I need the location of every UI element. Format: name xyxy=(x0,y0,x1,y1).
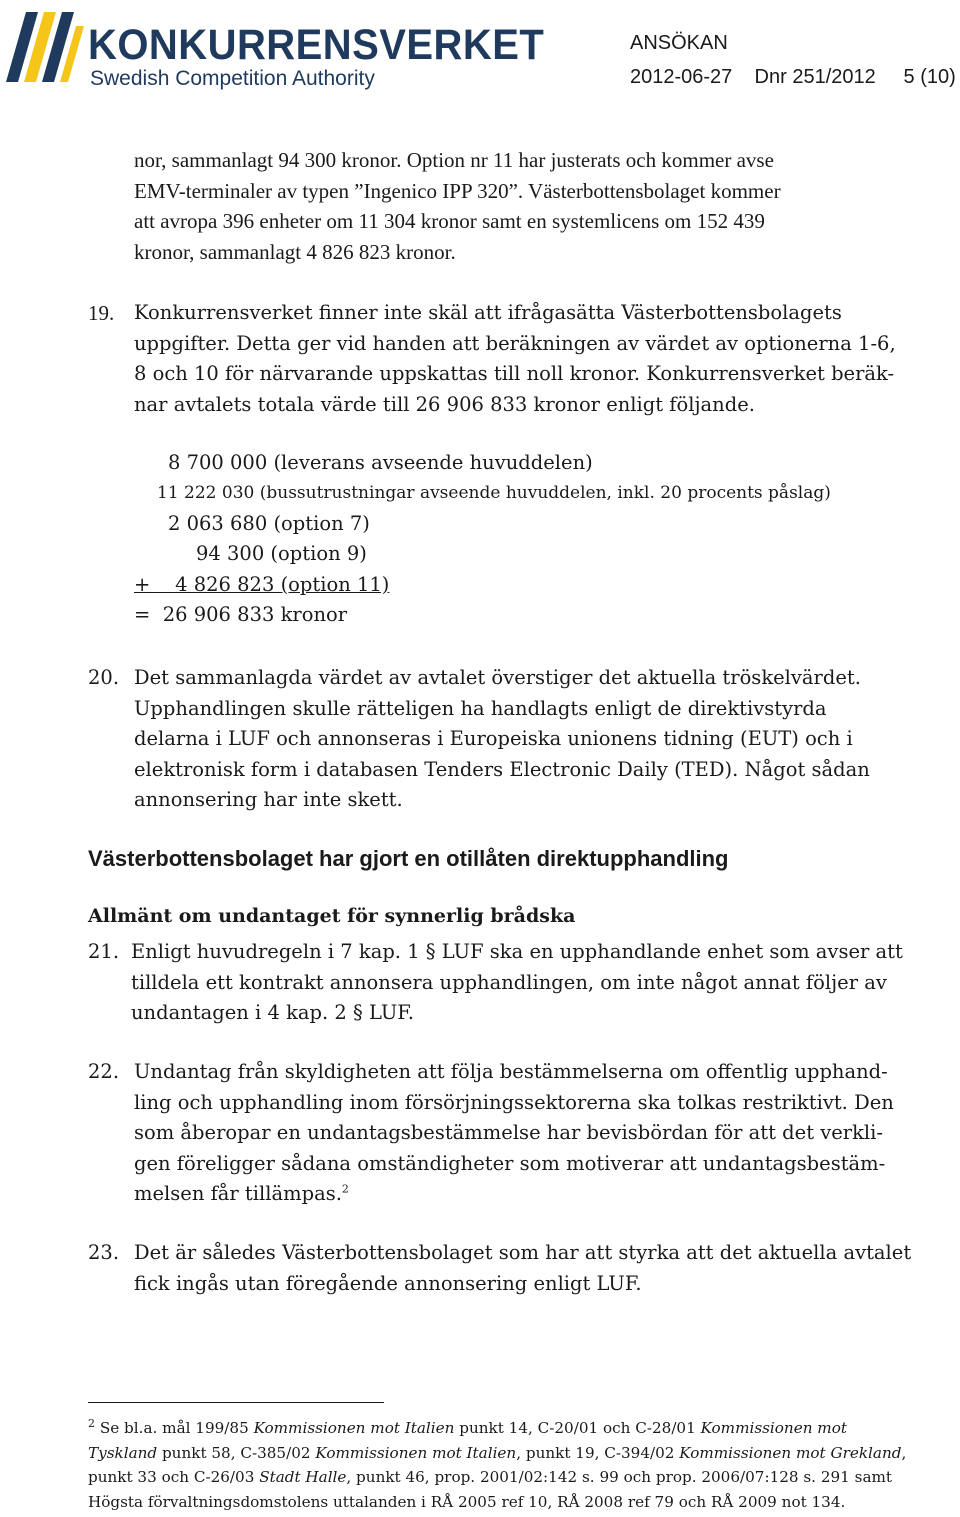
paragraph-23 xyxy=(134,1238,924,1299)
document-meta xyxy=(630,66,956,89)
case-name: Stadt Halle xyxy=(259,1468,347,1486)
paragraph-21-number: 21. xyxy=(88,940,120,963)
footnote-text: , punkt 19, C-394/02 xyxy=(516,1443,680,1462)
footnote-text: punkt 33 och C-26/03 xyxy=(88,1468,260,1486)
paragraph-line-text: melsen får tillämpas. xyxy=(134,1182,342,1206)
calc-line-1: 8 700 000 (leverans avseende huvuddelen) xyxy=(168,451,593,474)
section-heading: Västerbottensbolaget har gjort en otillåten direktupphandling xyxy=(88,846,729,871)
paragraph-line xyxy=(134,1179,924,1210)
paragraph-20 xyxy=(134,663,924,816)
footnote xyxy=(88,1416,918,1514)
paragraph-19 xyxy=(134,298,924,420)
footnote-reference: 2 xyxy=(341,1182,349,1196)
case-name: Kommissionen mot Italien xyxy=(253,1419,455,1437)
case-name: Kommissionen mot xyxy=(700,1419,847,1437)
calc-line-2: 11 222 030 (bussutrustningar avseende huvuddelen, inkl. 20 procents påslag) xyxy=(157,483,831,503)
footnote-line xyxy=(88,1441,918,1466)
footnote-text: punkt 14, C-20/01 och C-28/01 xyxy=(454,1419,701,1437)
paragraph-line: uppgifter. Detta ger vid handen att beräkningen av värdet av optionerna 1-6, xyxy=(134,331,896,355)
footnote-text: , xyxy=(901,1443,907,1462)
calc-line-3: 2 063 680 (option 7) xyxy=(168,512,370,535)
logo-subtitle: Swedish Competition Authority xyxy=(90,67,375,90)
footnote-text: , punkt 46, prop. 2001/02:142 s. 99 och prop. 2006/07:128 s. 291 samt xyxy=(346,1468,892,1486)
case-name: Kommissionen mot Italien xyxy=(315,1443,517,1462)
paragraph-line: Konkurrensverket finner inte skäl att ifrågasätta Västerbottensbolagets xyxy=(134,301,842,324)
paragraph-line: elektronisk form i databasen Tenders Electronic Daily (TED). Något sådan xyxy=(134,757,870,781)
paragraph-line: Enligt huvudregeln i 7 kap. 1 § LUF ska en upphandlande enhet som avser att xyxy=(131,940,903,963)
calc-line-4: 94 300 (option 9) xyxy=(196,542,367,565)
footnote-divider xyxy=(88,1402,384,1403)
paragraph-21 xyxy=(131,937,921,1029)
paragraph-line: Undantag från skyldigheten att följa bestämmelserna om offentlig upphand- xyxy=(134,1060,888,1083)
document-dnr: Dnr 251/2012 xyxy=(754,66,876,88)
case-name: Kommissionen mot Grekland xyxy=(679,1443,902,1462)
intro-paragraph xyxy=(134,145,924,267)
paragraph-line: annonsering har inte skett. xyxy=(134,788,403,812)
paragraph-line: fick ingås utan föregående annonsering enligt LUF. xyxy=(134,1271,642,1295)
case-name: Tyskland xyxy=(88,1443,158,1462)
logo xyxy=(4,4,545,94)
intro-line: att avropa 396 enheter om 11 304 kronor samt en systemlicens om 152 439 xyxy=(134,209,765,234)
intro-line: nor, sammanlagt 94 300 kronor. Option nr 11 har justerats och kommer avse xyxy=(134,148,774,172)
page-number: 5 (10) xyxy=(903,66,956,88)
paragraph-line: 8 och 10 för närvarande uppskattas till noll kronor. Konkurrensverket beräk- xyxy=(134,362,895,386)
intro-line: EMV-terminaler av typen ”Ingenico IPP 320”. Västerbottensbolaget kommer xyxy=(134,178,781,203)
logo-mark-icon xyxy=(4,4,88,94)
paragraph-line: nar avtalets totala värde till 26 906 833 kronor enligt följande. xyxy=(134,392,755,416)
paragraph-line: gen föreligger sådana omständigheter som motiverar att undantagsbestäm- xyxy=(134,1151,886,1175)
paragraph-line: Upphandlingen skulle rätteligen ha handlagts enligt de direktivstyrda xyxy=(134,696,827,720)
footnote-text: punkt 58, C-385/02 xyxy=(157,1443,316,1462)
paragraph-line: som åberopar en undantagsbestämmelse har bevisbördan för att det verkli- xyxy=(134,1121,883,1145)
paragraph-22-number: 22. xyxy=(88,1060,120,1083)
paragraph-line: ling och upphandling inom försörjningssektorerna ska tolkas restriktivt. Den xyxy=(134,1090,894,1114)
footnote-line xyxy=(88,1416,918,1441)
paragraph-19-number: 19. xyxy=(88,301,115,325)
sub-heading: Allmänt om undantaget för synnerlig brådska xyxy=(88,905,576,927)
footnote-mark: 2 xyxy=(88,1416,95,1430)
logo-name: KONKURRENSVERKET xyxy=(88,21,545,69)
paragraph-line: Det sammanlagda värdet av avtalet överstiger det aktuella tröskelvärdet. xyxy=(134,666,861,689)
document-type: ANSÖKAN xyxy=(630,32,728,54)
document-date: 2012-06-27 xyxy=(630,66,733,88)
paragraph-23-number: 23. xyxy=(88,1241,120,1264)
paragraph-line: delarna i LUF och annonseras i Europeiska unionens tidning (EUT) och i xyxy=(134,727,853,751)
calc-line-5: + 4 826 823 (option 11) xyxy=(134,573,390,596)
footnote-line: Högsta förvaltningsdomstolens uttalanden i RÅ 2005 ref 10, RÅ 2008 ref 79 och RÅ 2009 not 134. xyxy=(88,1492,846,1511)
paragraph-20-number: 20. xyxy=(88,666,120,689)
paragraph-line: tilldela ett kontrakt annonsera upphandlingen, om inte något annat följer av xyxy=(131,970,887,994)
paragraph-line: Det är således Västerbottensbolaget som har att styrka att det aktuella avtalet xyxy=(134,1241,912,1264)
paragraph-line: undantagen i 4 kap. 2 § LUF. xyxy=(131,1001,414,1025)
footnote-text: Se bl.a. mål 199/85 xyxy=(99,1419,254,1437)
calc-total: = 26 906 833 kronor xyxy=(134,603,348,626)
intro-line: kronor, sammanlagt 4 826 823 kronor. xyxy=(134,239,456,264)
paragraph-22 xyxy=(134,1057,924,1210)
footnote-line xyxy=(88,1465,918,1490)
